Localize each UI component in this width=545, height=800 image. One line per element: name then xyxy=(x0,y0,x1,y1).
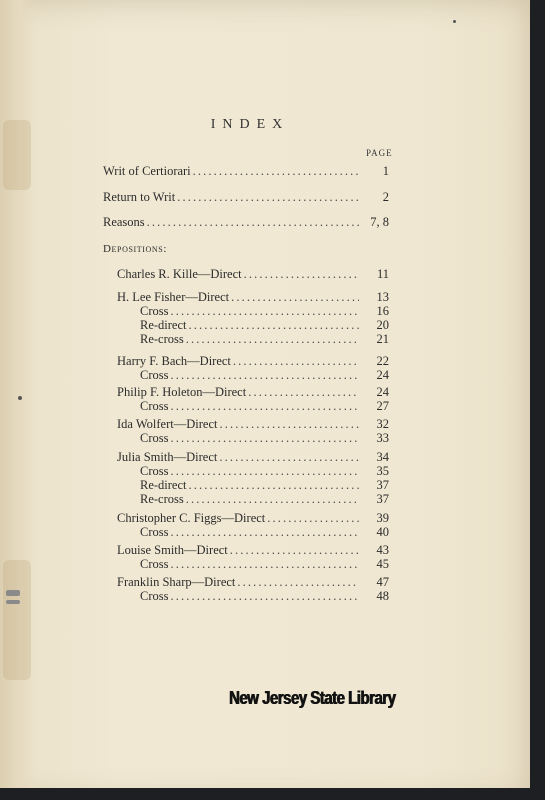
entry-label: Writ of Certiorari xyxy=(103,164,191,178)
witness-name: Philip F. Holeton xyxy=(117,385,203,399)
witness-name: Charles R. Kille xyxy=(117,267,198,281)
witness-label: Christopher C. Figgs—Direct xyxy=(117,511,266,525)
witness-name: H. Lee Fisher xyxy=(117,290,186,304)
leader-dots xyxy=(177,189,359,205)
witness-label: Ida Wolfert—Direct xyxy=(117,417,218,431)
entry-page: 24 xyxy=(376,368,389,382)
leader-dots xyxy=(147,214,359,230)
examination-type: Re-cross xyxy=(140,492,184,506)
entry-page: 2 xyxy=(382,190,389,204)
leader-dots xyxy=(186,491,359,507)
entry-page: 45 xyxy=(376,557,389,571)
entry-label: Reasons xyxy=(103,215,145,229)
entry-page: 33 xyxy=(376,431,389,445)
entry-page: 32 xyxy=(376,417,389,431)
entry-page: 20 xyxy=(376,318,389,332)
index-title: INDEX xyxy=(210,117,290,132)
depositions-heading: Depositions: xyxy=(103,243,167,255)
examination-type: Direct xyxy=(214,385,247,399)
entry-page: 7, 8 xyxy=(370,215,389,229)
leader-dots xyxy=(170,430,359,446)
examination-type: Direct xyxy=(186,450,218,464)
witness-label: H. Lee Fisher—Direct xyxy=(117,290,230,304)
entry-page: 48 xyxy=(376,589,389,603)
examination-type: Cross xyxy=(140,589,169,603)
examination-type: Cross xyxy=(140,304,169,318)
sub-entry xyxy=(140,367,389,383)
library-stamp: New Jersey State Library xyxy=(229,687,396,710)
examination-type: Cross xyxy=(140,557,169,571)
examination-type: Direct xyxy=(197,290,230,304)
leader-dots xyxy=(170,367,359,383)
witness-label: Louise Smith—Direct xyxy=(117,543,228,557)
sub-entry xyxy=(140,556,389,572)
leader-dots xyxy=(170,556,359,572)
examination-type: Direct xyxy=(199,354,231,368)
examination-type: Cross xyxy=(140,464,169,478)
examination-type: Re-direct xyxy=(140,318,187,332)
witness-entry xyxy=(117,266,389,282)
witness-name: Franklin Sharp xyxy=(117,575,192,589)
examination-type: Cross xyxy=(140,525,169,539)
ink-speck xyxy=(453,20,456,23)
entry-page: 35 xyxy=(376,464,389,478)
witness-label: Philip F. Holeton—Direct xyxy=(117,385,247,399)
entry-page: 37 xyxy=(376,478,389,492)
examination-type: Re-direct xyxy=(140,478,187,492)
sub-entry xyxy=(140,430,389,446)
witness-label: Julia Smith—Direct xyxy=(117,450,218,464)
entry-page: 24 xyxy=(376,385,389,399)
witness-label: Franklin Sharp—Direct xyxy=(117,575,236,589)
examination-type: Cross xyxy=(140,431,169,445)
examination-type: Direct xyxy=(186,417,218,431)
leader-dots xyxy=(193,163,359,179)
examination-type: Re-cross xyxy=(140,332,184,346)
witness-name: Louise Smith xyxy=(117,543,185,557)
page-column-heading: PAGE xyxy=(366,148,393,158)
leader-dots xyxy=(170,398,359,414)
witness-name: Julia Smith xyxy=(117,450,174,464)
leader-dots xyxy=(170,588,359,604)
entry-page: 16 xyxy=(376,304,389,318)
entry-page: 1 xyxy=(382,164,389,178)
witness-name: Harry F. Bach xyxy=(117,354,188,368)
ink-speck xyxy=(18,396,22,400)
examination-type: Direct xyxy=(196,543,228,557)
sub-entry xyxy=(140,331,389,347)
index-entry xyxy=(103,214,389,230)
leader-dots xyxy=(186,331,359,347)
leader-dots xyxy=(170,524,359,540)
entry-page: 39 xyxy=(376,511,389,525)
entry-label: Return to Writ xyxy=(103,190,176,204)
binding-clip xyxy=(6,600,20,604)
examination-type: Cross xyxy=(140,399,169,413)
sub-entry xyxy=(140,524,389,540)
entry-page: 13 xyxy=(376,290,389,304)
witness-label: Charles R. Kille—Direct xyxy=(117,267,242,281)
leader-dots xyxy=(244,266,359,282)
entry-page: 40 xyxy=(376,525,389,539)
witness-name: Christopher C. Figgs xyxy=(117,511,222,525)
entry-page: 22 xyxy=(376,354,389,368)
entry-page: 27 xyxy=(376,399,389,413)
index-entry xyxy=(103,189,389,205)
examination-type: Direct xyxy=(210,267,242,281)
entry-page: 11 xyxy=(376,267,389,281)
entry-page: 21 xyxy=(376,332,389,346)
entry-page: 37 xyxy=(376,492,389,506)
sub-entry xyxy=(140,491,389,507)
entry-page: 43 xyxy=(376,543,389,557)
binding-stain xyxy=(3,560,31,680)
witness-name: Ida Wolfert xyxy=(117,417,174,431)
entry-page: 34 xyxy=(376,450,389,464)
examination-type: Direct xyxy=(234,511,266,525)
index-entry xyxy=(103,163,389,179)
scan-background-strip xyxy=(0,788,545,800)
examination-type: Cross xyxy=(140,368,169,382)
witness-label: Harry F. Bach—Direct xyxy=(117,354,231,368)
examination-type: Direct xyxy=(204,575,236,589)
sub-entry xyxy=(140,588,389,604)
sub-entry xyxy=(140,398,389,414)
entry-page: 47 xyxy=(376,575,389,589)
binding-clip xyxy=(6,590,20,596)
